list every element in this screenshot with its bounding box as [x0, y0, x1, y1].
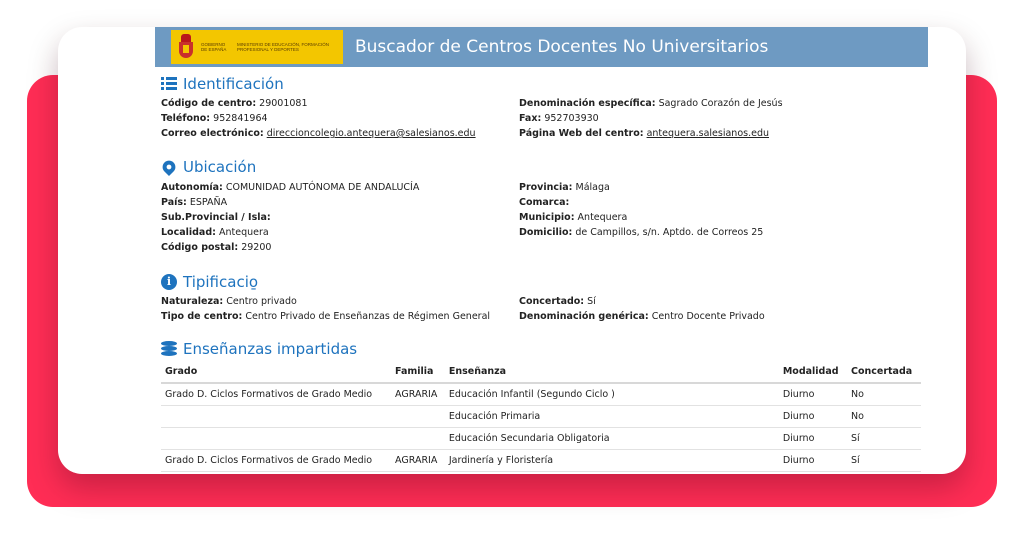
field-denominacion: Denominación específica: Sagrado Corazón de Jesús [519, 98, 783, 109]
cell-familia: AGRARIA [391, 449, 445, 471]
info-icon: i [161, 274, 177, 290]
correo-link[interactable]: direccioncolegio.antequera@salesianos.edu [266, 128, 476, 139]
tipo-centro-value: Centro Privado de Enseñanzas de Régimen General [245, 311, 491, 322]
field-codigo: Código de centro: 29001081 [161, 98, 308, 109]
field-localidad: Localidad: Antequera [161, 227, 269, 238]
section-tipificacion-heading [161, 273, 258, 291]
field-domicilio: Domicilio: de Campillos, s/n. Aptdo. de Correos 25 [519, 227, 764, 238]
section-ubicacion-title: Ubicación [183, 158, 257, 176]
table-row [161, 405, 921, 427]
cell-modalidad: Diurno [779, 383, 847, 405]
field-telefono: Teléfono: 952841964 [161, 113, 268, 124]
pais-value: ESPAÑA [189, 197, 228, 208]
cell-ensenanza: Educación Primaria [445, 405, 779, 427]
field-denominacion-generica: Denominación genérica: Centro Docente Privado [519, 311, 765, 322]
section-ensenanzas-heading [161, 340, 357, 358]
header-banner [155, 27, 928, 67]
screenshot-card [58, 27, 966, 474]
domicilio-value: de Campillos, s/n. Aptdo. de Correos 25 [575, 227, 764, 238]
cell-concertada: No [847, 383, 921, 405]
table-header-row [161, 361, 921, 383]
municipio-value: Antequera [577, 212, 628, 223]
cell-grado: Grado D. Ciclos Formativos de Grado Medio [161, 449, 391, 471]
logo-gobierno-text: GOBIERNO DE ESPAÑA [201, 42, 227, 52]
column-header-familia: Familia [391, 361, 445, 383]
column-header-concertada: Concertada [847, 361, 921, 383]
cell-grado [161, 405, 391, 427]
telefono-value: 952841964 [213, 113, 268, 124]
field-comarca: Comarca: [519, 197, 570, 208]
concertado-value: Sí [587, 296, 596, 307]
cell-ensenanza: Educación Secundaria Obligatoria [445, 427, 779, 449]
ministry-logo[interactable] [171, 30, 343, 64]
denominacion-value: Sagrado Corazón de Jesús [658, 98, 783, 109]
codigo-value: 29001081 [259, 98, 308, 109]
provincia-value: Málaga [575, 182, 610, 193]
cell-modalidad: Diurno [779, 405, 847, 427]
map-pin-icon [160, 158, 178, 176]
table-row [161, 449, 921, 471]
cell-concertada: Sí [847, 427, 921, 449]
web-link[interactable]: antequera.salesianos.edu [646, 128, 769, 139]
ensenanzas-table [161, 361, 921, 472]
page-title: Buscador de Centros Docentes No Universitarios [355, 37, 769, 57]
field-web: Página Web del centro: antequera.salesianos.edu [519, 128, 769, 139]
column-header-ensenanza: Enseñanza [445, 361, 779, 383]
column-header-grado: Grado [161, 361, 391, 383]
localidad-value: Antequera [218, 227, 269, 238]
coat-of-arms-icon [177, 34, 195, 60]
cell-familia: AGRARIA [391, 383, 445, 405]
cell-concertada: Sí [847, 449, 921, 471]
fax-value: 952703930 [544, 113, 599, 124]
field-municipio: Municipio: Antequera [519, 212, 628, 223]
field-naturaleza: Naturaleza: Centro privado [161, 296, 297, 307]
cell-concertada: No [847, 405, 921, 427]
field-pais: País: ESPAÑA [161, 197, 228, 208]
field-correo: Correo electrónico: direccioncolegio.antequera@salesianos.edu [161, 128, 476, 139]
cell-modalidad: Diurno [779, 449, 847, 471]
field-provincia: Provincia: Málaga [519, 182, 610, 193]
list-icon [161, 76, 177, 92]
cell-grado: Grado D. Ciclos Formativos de Grado Medio [161, 383, 391, 405]
section-ubicacion-heading [161, 158, 256, 176]
section-identificacion-heading [161, 75, 284, 93]
field-subprovincial: Sub.Provincial / Isla: [161, 212, 271, 223]
naturaleza-value: Centro privado [226, 296, 297, 307]
field-concertado: Concertado: Sí [519, 296, 596, 307]
field-codigo-postal: Código postal: 29200 [161, 242, 272, 253]
field-tipo-centro: Tipo de centro: Centro Privado de Enseñanzas de Régimen General [161, 311, 491, 322]
cell-grado [161, 427, 391, 449]
column-header-modalidad: Modalidad [779, 361, 847, 383]
cell-modalidad: Diurno [779, 427, 847, 449]
cell-familia [391, 427, 445, 449]
cell-ensenanza: Educación Infantil (Segundo Ciclo ) [445, 383, 779, 405]
section-identificacion-title: Identificación [183, 75, 284, 93]
database-icon [161, 341, 177, 357]
denominacion-generica-value: Centro Docente Privado [651, 311, 765, 322]
cell-familia [391, 405, 445, 427]
cell-ensenanza: Jardinería y Floristería [445, 449, 779, 471]
field-fax: Fax: 952703930 [519, 113, 599, 124]
table-row [161, 427, 921, 449]
codigo-postal-value: 29200 [241, 242, 272, 253]
section-ensenanzas-title: Enseñanzas impartidas [183, 340, 358, 358]
field-autonomia: Autonomía: COMUNIDAD AUTÓNOMA DE ANDALUCÍA [161, 182, 420, 193]
section-tipificacion-title: Tipificacio̱ [183, 273, 259, 291]
logo-ministerio-text: MINISTERIO DE EDUCACIÓN, FORMACIÓN PROFESIONAL Y DEPORTES [237, 42, 330, 52]
table-row [161, 383, 921, 405]
autonomia-value: COMUNIDAD AUTÓNOMA DE ANDALUCÍA [225, 182, 420, 193]
